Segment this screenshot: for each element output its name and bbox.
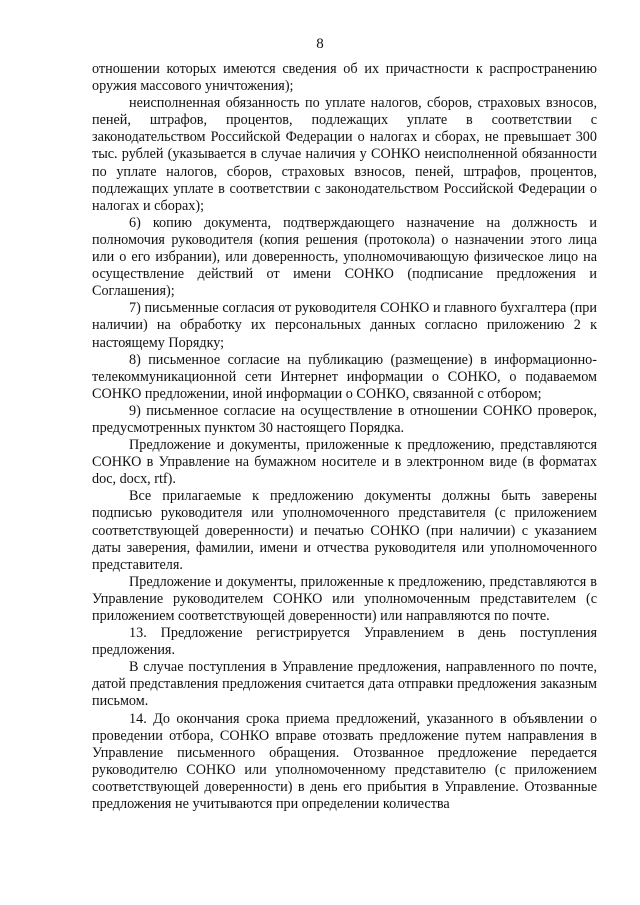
- page-number: 8: [316, 36, 324, 52]
- paragraph-item-13: 13. Предложение регистрируется Управлением в день поступления предложения.: [92, 625, 597, 659]
- paragraph-item-9: 9) письменное согласие на осуществление в отношении СОНКО проверок, предусмотренных пунктом 30 настоящего Порядка.: [92, 402, 597, 436]
- paragraph-submission-format: Предложение и документы, приложенные к предложению, представляются СОНКО в Управление на бумажном носителе и в электронном виде (в форматах doc, docx, rtf).: [92, 437, 597, 488]
- document-body: [92, 61, 597, 813]
- paragraph-submission-method: Предложение и документы, приложенные к предложению, представляются в Управление руководителем СОНКО или уполномоченным представителем (с приложением соответствующей доверенности) или направляются по почте.: [92, 573, 597, 624]
- paragraph-item-8: 8) письменное согласие на публикацию (размещение) в информационно-телекоммуникационной сети Интернет информации о СОНКО, о подаваемом СОНКО предложении, иной информации о СОНКО, связанной с отбором;: [92, 351, 597, 402]
- paragraph-continuation: отношении которых имеются сведения об их причастности к распространению оружия массового уничтожения);: [92, 61, 597, 95]
- paragraph-postal-date: В случае поступления в Управление предложения, направленного по почте, датой представления предложения считается дата отправки предложения заказным письмом.: [92, 659, 597, 710]
- paragraph-tax-obligation: неисполненная обязанность по уплате налогов, сборов, страховых взносов, пеней, штрафов, процентов, подлежащих уплате в соответствии с законодательством Российской Федерации о налогах и сборах, не превышает 300 тыс. рублей (указывается в случае наличия у СОНКО неисполненной обязанности по уплате налогов, сборов, страховых взносов, пеней, штрафов, процентов, подлежащих уплате в соответствии с законодательством Российской Федерации о налогах и сборах);: [92, 95, 597, 214]
- paragraph-item-7: 7) письменные согласия от руководителя СОНКО и главного бухгалтера (при наличии) на обработку их персональных данных согласно приложению 2 к настоящему Порядку;: [92, 300, 597, 351]
- paragraph-document-certification: Все прилагаемые к предложению документы должны быть заверены подписью руководителя или уполномоченного представителя (с приложением соответствующей доверенности) и печатью СОНКО (при наличии) с указанием даты заверения, фамилии, имени и отчества руководителя или уполномоченного представителя.: [92, 488, 597, 573]
- paragraph-item-6: 6) копию документа, подтверждающего назначение на должность и полномочия руководителя (копия решения (протокола) о назначении этого лица или о его избрании), или доверенность, уполномочивающую физическое лицо на осуществление действий от имени СОНКО (подписание предложения и Соглашения);: [92, 214, 597, 300]
- paragraph-item-14: 14. До окончания срока приема предложений, указанного в объявлении о проведении отбора, СОНКО вправе отозвать предложение путем направления в Управление письменного обращения. Отозванное предложение передается руководителю СОНКО или уполномоченному представителю (с приложением соответствующей доверенности) в день его прибытия в Управление. Отозванные предложения не учитываются при определении количества: [92, 710, 597, 813]
